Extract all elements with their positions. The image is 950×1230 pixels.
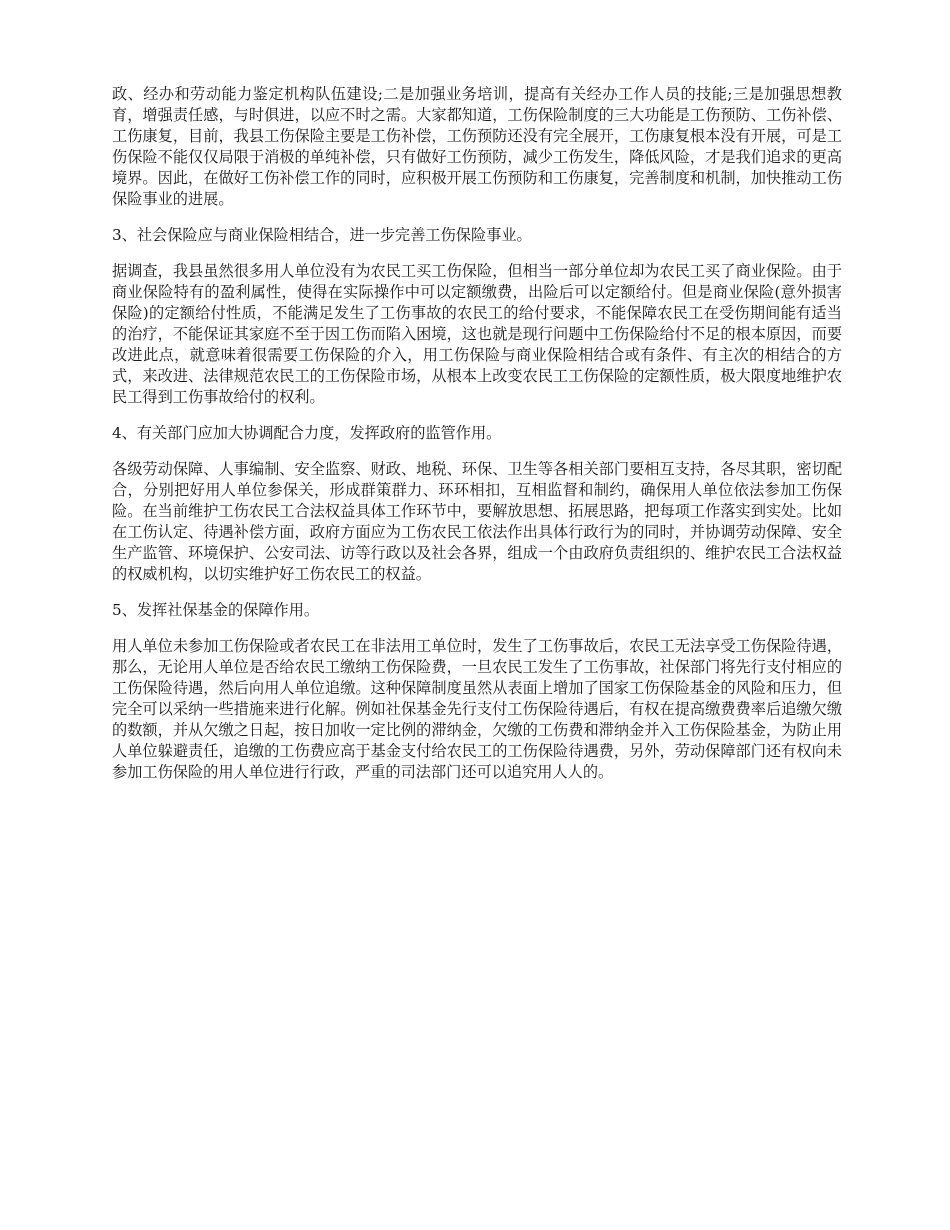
section-heading: 3、社会保险应与商业保险相结合，进一步完善工伤保险事业。 xyxy=(112,226,532,244)
section-heading: 5、发挥社保基金的保障作用。 xyxy=(112,601,320,619)
body-paragraph: 政、经办和劳动能力鉴定机构队伍建设;二是加强业务培训，提高有关经办工作人员的技能;三是加强思想教育，增强责任感，与时俱进，以应不时之需。大家都知道，工伤保险制度的三大功能是工伤预防、工伤补偿、工伤康复，目前，我县工伤保险主要是工伤补偿，工伤预防还没有完全展开，工伤康复根本没有开展，可是工伤保险不能仅仅局限于消极的单纯补偿，只有做好工伤预防，减少工伤发生，降低风险，才是我们追求的更高境界。因此，在做好工伤补偿工作的同时，应积极开展工伤预防和工伤康复，完善制度和机制，加快推动工伤保险事业的进展。 xyxy=(112,85,842,208)
body-paragraph: 据调查，我县虽然很多用人单位没有为农民工买工伤保险，但相当一部分单位却为农民工买了商业保险。由于商业保险特有的盈利属性，使得在实际操作中可以定额缴费，出险后可以定额给付。但是商业保险(意外损害保险)的定额给付性质，不能满足发生了工伤事故的农民工的给付要求，不能保障农民工在受伤期间能有适当的治疗，不能保证其家庭不至于因工伤而陷入困境，这也就是现行问题中工伤保险给付不足的根本原因，而要改进此点，就意味着很需要工伤保险的介入，用工伤保险与商业保险相结合或有条件、有主次的相结合的方式，来改进、法律规范农民工的工伤保险市场，从根本上改变农民工工伤保险的定额性质，极大限度地维护农民工得到工伤事故给付的权利。 xyxy=(112,262,842,406)
body-paragraph: 各级劳动保障、人事编制、安全监察、财政、地税、环保、卫生等各相关部门要相互支持，各尽其职，密切配合，分别把好用人单位参保关，形成群策群力、环环相扣，互相监督和制约，确保用人单位依法参加工伤保险。在当前维护工伤农民工合法权益具体工作环节中，要解放思想、拓展思路，把每项工作落实到实处。比如在工伤认定、待遇补偿方面，政府方面应为工伤农民工依法作出具体行政行为的同时，并协调劳动保障、安全生产监管、环境保护、公安司法、访等行政以及社会各界，组成一个由政府负责组织的、维护农民工合法权益的权威机构，以切实维护好工伤农民工的权益。 xyxy=(112,460,842,583)
body-paragraph: 用人单位未参加工伤保险或者农民工在非法用工单位时，发生了工伤事故后，农民工无法享受工伤保险待遇，那么，无论用人单位是否给农民工缴纳工伤保险费，一旦农民工发生了工伤事故，社保部门将先行支付相应的工伤保险待遇，然后向用人单位追缴。这种保障制度虽然从表面上增加了国家工伤保险基金的风险和压力，但完全可以采纳一些措施来进行化解。例如社保基金先行支付工伤保险待遇后，有权在提高缴费费率后追缴欠缴的数额，并从欠缴之日起，按日加收一定比例的滞纳金，欠缴的工伤费和滞纳金并入工伤保险基金，为防止用人单位躲避责任，追缴的工伤费应高于基金支付给农民工的工伤保险待遇费，另外，劳动保障部门还有权向未参加工伤保险的用人单位进行行政，严重的司法部门还可以追究用人人的。 xyxy=(112,637,842,781)
document-page xyxy=(112,84,842,798)
section-heading: 4、有关部门应加大协调配合力度，发挥政府的监管作用。 xyxy=(112,424,502,442)
